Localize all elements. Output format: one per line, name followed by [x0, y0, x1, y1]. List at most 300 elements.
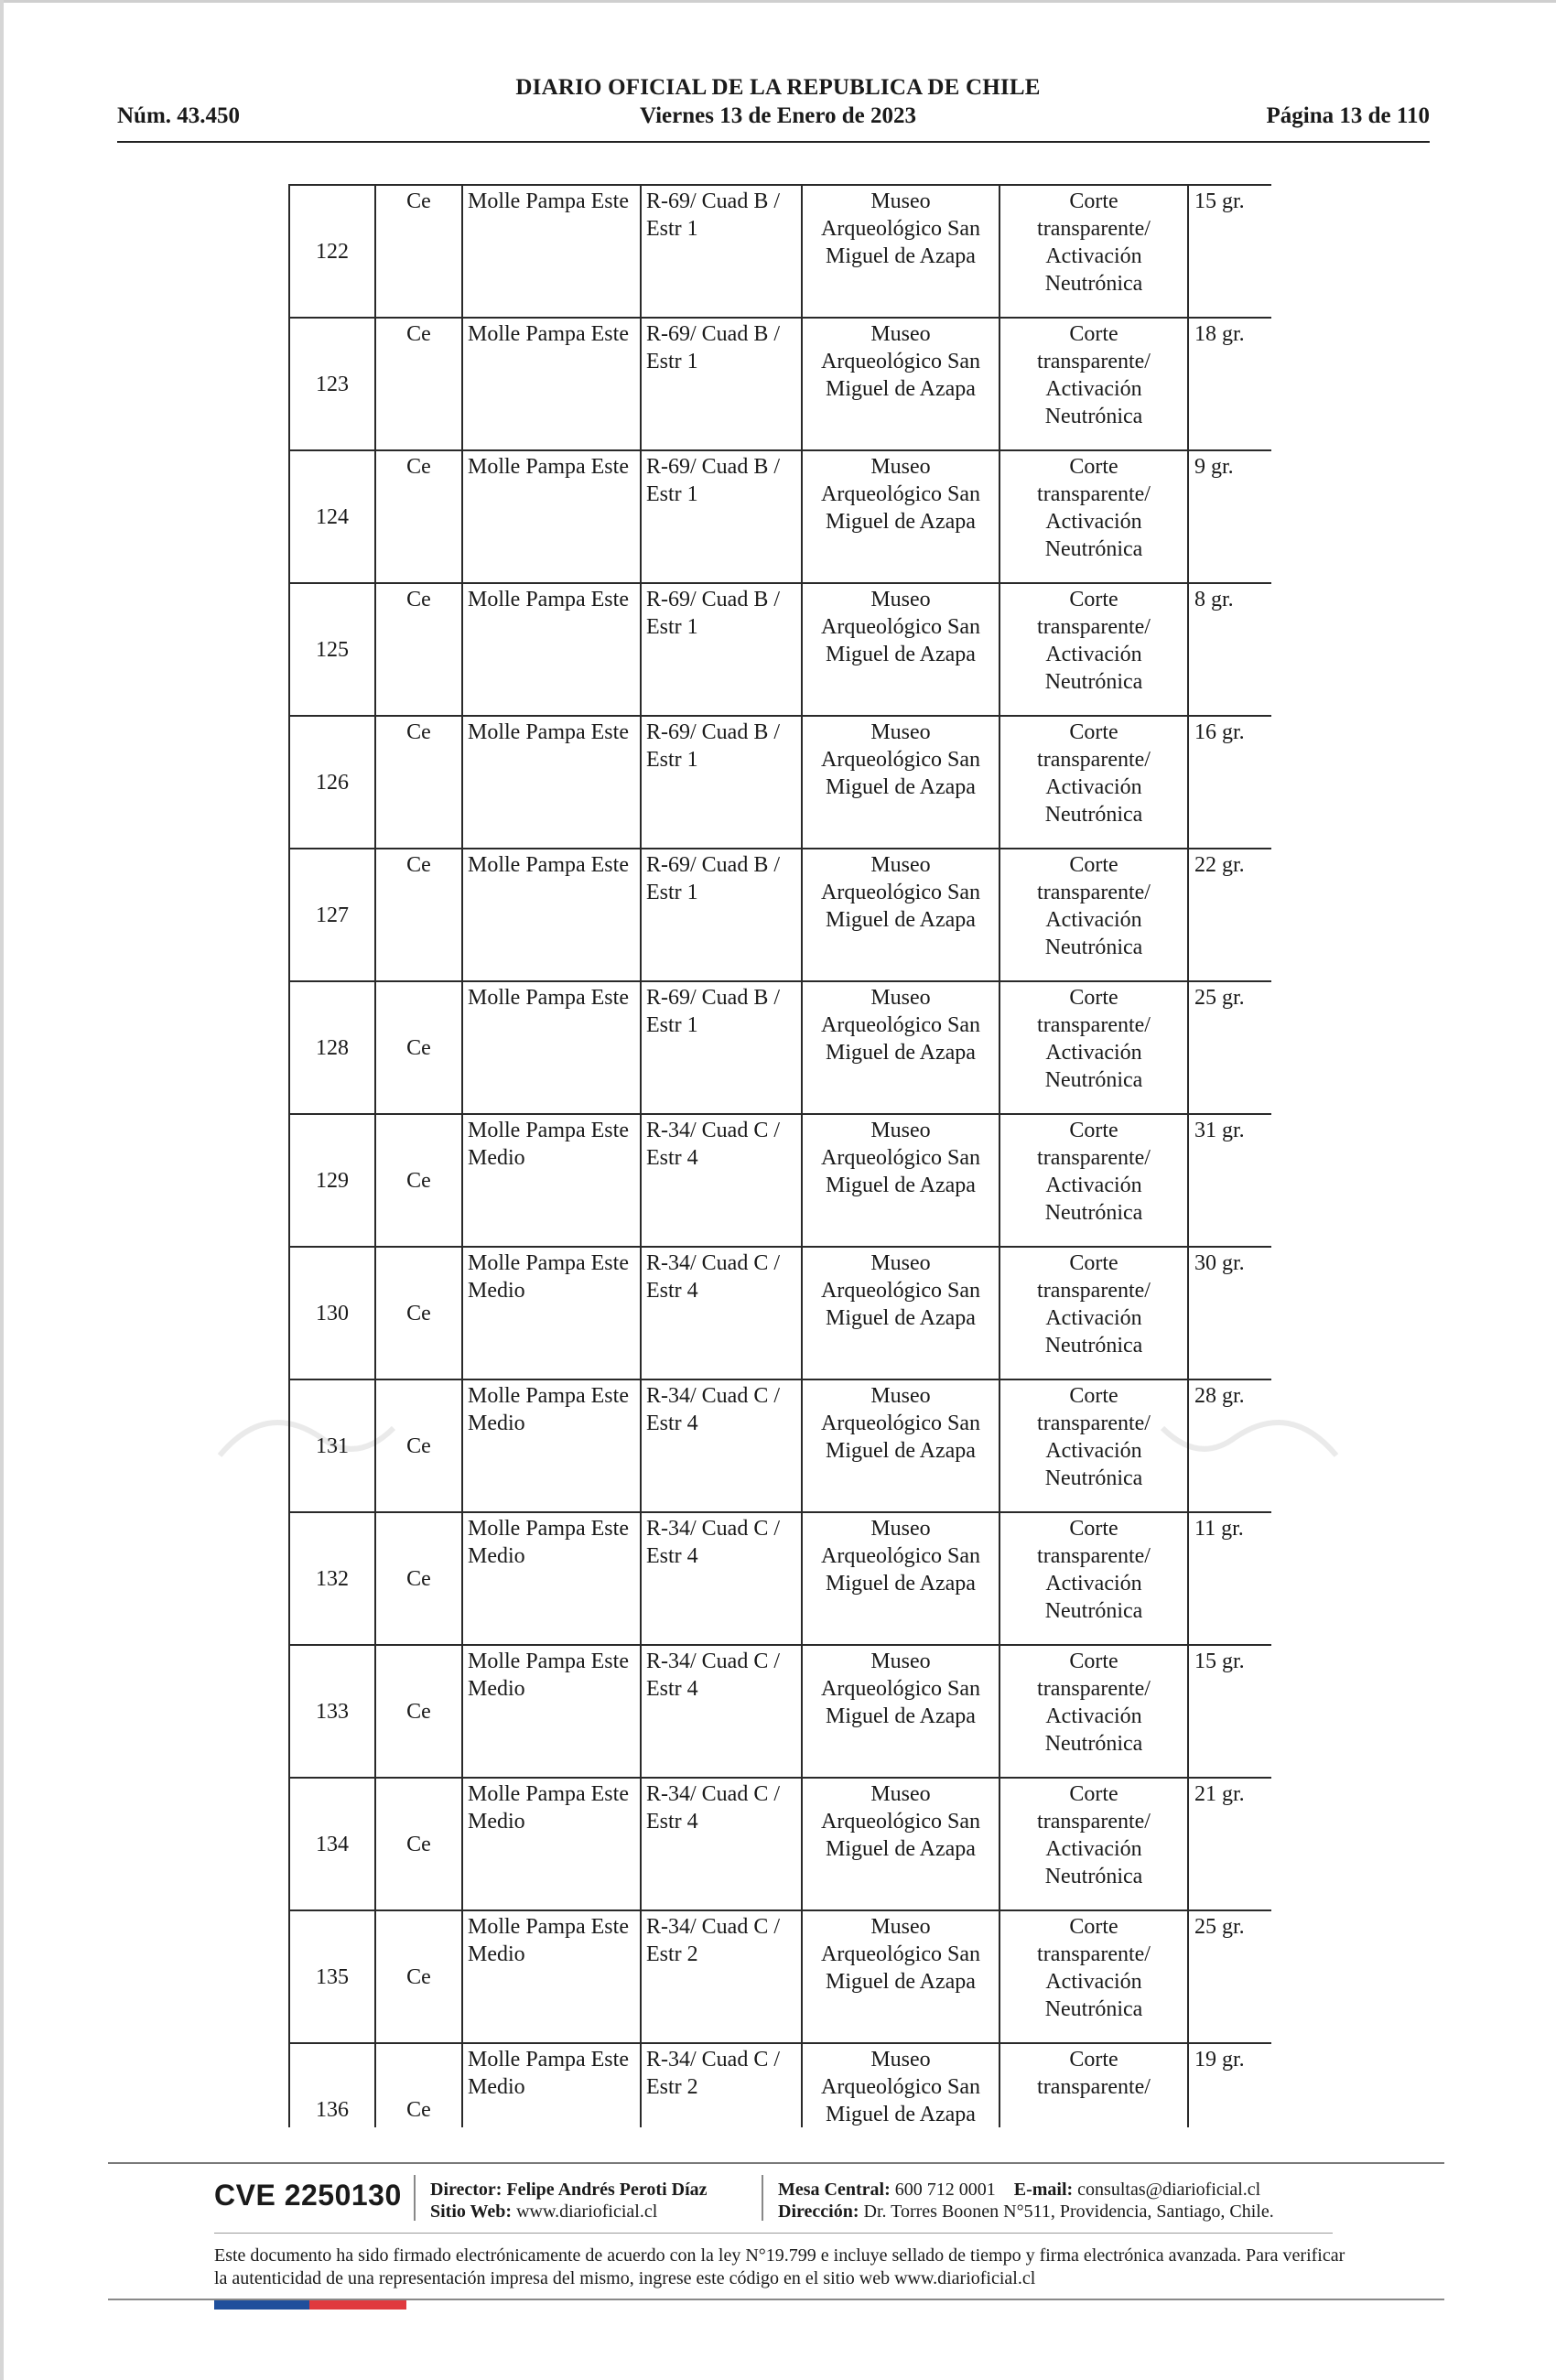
site-line: Molle Pampa Este — [468, 1119, 629, 1142]
technique-cell — [1000, 318, 1188, 450]
technique-line: Corte — [1069, 588, 1118, 611]
location-line: Estr 1 — [646, 350, 698, 373]
technique-line: transparente/ — [1037, 1810, 1151, 1834]
material-code: Ce — [406, 2097, 431, 2122]
institution-line: Museo — [870, 1782, 931, 1806]
site-line: Molle Pampa Este — [468, 1517, 629, 1541]
site-line: Medio — [468, 1544, 525, 1568]
material-cell — [375, 1379, 462, 1512]
table-row — [289, 849, 1271, 981]
site-line: Molle Pampa Este — [468, 2048, 629, 2072]
location-line: R-34/ Cuad C / — [646, 1782, 781, 1806]
technique-line: Corte — [1069, 189, 1118, 213]
site-cell — [462, 1910, 641, 2043]
weight-cell — [1188, 1645, 1271, 1778]
location-line: Estr 1 — [646, 748, 698, 772]
technique-line: Neutrónica — [1044, 1865, 1143, 1888]
technique-line: Corte — [1069, 1384, 1118, 1408]
row-number-cell — [289, 1645, 375, 1778]
technique-cell — [1000, 1114, 1188, 1247]
row-number: 132 — [316, 1566, 349, 1591]
location-line: Estr 2 — [646, 2075, 698, 2099]
weight-cell — [1188, 1379, 1271, 1512]
institution-line: Arqueológico San — [821, 1677, 980, 1701]
material-cell — [375, 1778, 462, 1910]
weight-value: 9 gr. — [1194, 455, 1234, 479]
row-number: 133 — [316, 1699, 349, 1724]
site-line: Molle Pampa Este — [468, 986, 629, 1010]
row-number-cell — [289, 185, 375, 318]
site-line: Medio — [468, 1942, 525, 1966]
material-code: Ce — [406, 853, 431, 877]
material-code: Ce — [406, 455, 431, 479]
location-cell — [641, 1645, 802, 1778]
location-line: Estr 4 — [646, 1279, 698, 1303]
institution-line: Museo — [870, 1119, 931, 1142]
technique-line: Neutrónica — [1044, 1068, 1143, 1092]
technique-line: Activación — [1045, 377, 1142, 401]
row-number: 122 — [316, 239, 349, 264]
website-link[interactable]: www.diarioficial.cl — [516, 2202, 658, 2222]
material-cell — [375, 1512, 462, 1645]
director-line — [430, 2179, 708, 2201]
weight-value: 15 gr. — [1194, 189, 1245, 213]
site-cell — [462, 981, 641, 1114]
location-line: R-34/ Cuad C / — [646, 1384, 781, 1408]
table-row — [289, 185, 1271, 318]
row-number-cell — [289, 1247, 375, 1379]
footer-inner-divider — [214, 2233, 1333, 2234]
technique-line: Neutrónica — [1044, 1466, 1143, 1490]
technique-line: Neutrónica — [1044, 1732, 1143, 1756]
institution-cell — [802, 1645, 1000, 1778]
technique-line: transparente/ — [1037, 1677, 1151, 1701]
weight-value: 18 gr. — [1194, 322, 1245, 346]
technique-line: transparente/ — [1037, 1412, 1151, 1435]
site-cell — [462, 1645, 641, 1778]
table-row — [289, 716, 1271, 849]
technique-line: Activación — [1045, 244, 1142, 268]
material-code: Ce — [406, 1832, 431, 1856]
row-number: 124 — [316, 504, 349, 529]
institution-cell — [802, 318, 1000, 450]
location-cell — [641, 849, 802, 981]
row-number-cell — [289, 1778, 375, 1910]
institution-line: Miguel de Azapa — [826, 510, 976, 534]
technique-cell — [1000, 1379, 1188, 1512]
institution-line: Museo — [870, 986, 931, 1010]
location-line: Estr 1 — [646, 881, 698, 904]
technique-line: transparente/ — [1037, 482, 1151, 506]
technique-line: Activación — [1045, 908, 1142, 932]
institution-line: Miguel de Azapa — [826, 1704, 976, 1728]
technique-line: transparente/ — [1037, 2075, 1151, 2099]
institution-line: Arqueológico San — [821, 1412, 980, 1435]
institution-line: Arqueológico San — [821, 615, 980, 639]
weight-value: 19 gr. — [1194, 2048, 1245, 2072]
director-value: Felipe Andrés Peroti Díaz — [506, 2180, 708, 2200]
weight-cell — [1188, 1512, 1271, 1645]
material-cell — [375, 1645, 462, 1778]
institution-line: Miguel de Azapa — [826, 1970, 976, 1994]
institution-cell — [802, 2043, 1000, 2127]
location-line: R-34/ Cuad C / — [646, 1915, 781, 1939]
site-line — [468, 481, 640, 508]
technique-line: Corte — [1069, 1517, 1118, 1541]
weight-cell — [1188, 981, 1271, 1114]
weight-value: 25 gr. — [1194, 1915, 1245, 1939]
institution-line: Museo — [870, 588, 931, 611]
technique-line: Activación — [1045, 1704, 1142, 1728]
technique-line: Corte — [1069, 2048, 1118, 2072]
technique-line: Neutrónica — [1044, 1201, 1143, 1225]
site-line: Molle Pampa Este — [468, 1251, 629, 1275]
site-cell — [462, 1247, 641, 1379]
row-number-cell — [289, 1512, 375, 1645]
weight-value: 30 gr. — [1194, 1251, 1245, 1275]
site-cell — [462, 450, 641, 583]
weight-value: 8 gr. — [1194, 588, 1234, 611]
location-cell — [641, 1247, 802, 1379]
table-row — [289, 583, 1271, 716]
technique-line: Corte — [1069, 720, 1118, 744]
location-cell — [641, 1379, 802, 1512]
footer-separator — [414, 2175, 416, 2221]
technique-line: transparente/ — [1037, 350, 1151, 373]
institution-cell — [802, 1778, 1000, 1910]
institution-cell — [802, 1379, 1000, 1512]
row-number-cell — [289, 1114, 375, 1247]
location-cell — [641, 1512, 802, 1645]
institution-line: Arqueológico San — [821, 217, 980, 241]
site-line: Medio — [468, 1146, 525, 1170]
table-row — [289, 1645, 1271, 1778]
site-line — [468, 1012, 640, 1039]
address-label: Dirección: — [778, 2202, 859, 2222]
institution-line: Miguel de Azapa — [826, 1174, 976, 1197]
site-cell — [462, 849, 641, 981]
institution-line: Museo — [870, 1384, 931, 1408]
site-cell — [462, 1512, 641, 1645]
technique-line: Neutrónica — [1044, 1334, 1143, 1358]
institution-line: Arqueológico San — [821, 350, 980, 373]
technique-line: Activación — [1045, 1041, 1142, 1065]
institution-line: Arqueológico San — [821, 1146, 980, 1170]
technique-line: Neutrónica — [1044, 1599, 1143, 1623]
technique-line: Corte — [1069, 322, 1118, 346]
weight-value: 21 gr. — [1194, 1782, 1245, 1806]
institution-cell — [802, 1114, 1000, 1247]
weight-value: 31 gr. — [1194, 1119, 1245, 1142]
technique-cell — [1000, 716, 1188, 849]
row-number: 129 — [316, 1168, 349, 1193]
institution-line: Miguel de Azapa — [826, 2103, 976, 2126]
contact-line — [778, 2179, 1260, 2201]
row-number: 136 — [316, 2097, 349, 2122]
location-cell — [641, 318, 802, 450]
weight-cell — [1188, 1114, 1271, 1247]
institution-line: Museo — [870, 455, 931, 479]
technique-line: Activación — [1045, 1174, 1142, 1197]
technique-line: transparente/ — [1037, 1146, 1151, 1170]
location-line: R-69/ Cuad B / — [646, 720, 781, 744]
material-cell — [375, 450, 462, 583]
issue-number: Núm. 43.450 — [117, 103, 241, 128]
material-cell — [375, 1114, 462, 1247]
site-line: Medio — [468, 1412, 525, 1435]
technique-line: Neutrónica — [1044, 405, 1143, 428]
site-cell — [462, 1778, 641, 1910]
flag-stripe-blue — [214, 2300, 309, 2310]
header-divider — [117, 141, 1430, 143]
institution-line: Arqueológico San — [821, 1013, 980, 1037]
technique-line: Activación — [1045, 1572, 1142, 1596]
location-cell — [641, 1910, 802, 2043]
location-cell — [641, 1114, 802, 1247]
row-number: 123 — [316, 372, 349, 396]
weight-cell — [1188, 583, 1271, 716]
institution-line: Miguel de Azapa — [826, 244, 976, 268]
weight-value: 15 gr. — [1194, 1650, 1245, 1673]
technique-line: Corte — [1069, 1915, 1118, 1939]
technique-line: Neutrónica — [1044, 1997, 1143, 2021]
location-line: R-34/ Cuad C / — [646, 1517, 781, 1541]
institution-line: Museo — [870, 853, 931, 877]
row-number-cell — [289, 1910, 375, 2043]
row-number-cell — [289, 716, 375, 849]
weight-cell — [1188, 318, 1271, 450]
table-row — [289, 2043, 1271, 2127]
table-row — [289, 1910, 1271, 2043]
director-label: Director: — [430, 2180, 502, 2200]
row-number: 126 — [316, 770, 349, 795]
site-line: Molle Pampa Este — [468, 720, 629, 744]
technique-cell — [1000, 450, 1188, 583]
address-line — [778, 2201, 1274, 2223]
website-line — [430, 2201, 657, 2223]
technique-line: Corte — [1069, 455, 1118, 479]
weight-cell — [1188, 185, 1271, 318]
table-row — [289, 981, 1271, 1114]
location-line: Estr 4 — [646, 1810, 698, 1834]
row-number-cell — [289, 450, 375, 583]
location-cell — [641, 450, 802, 583]
material-cell — [375, 318, 462, 450]
weight-cell — [1188, 1778, 1271, 1910]
institution-cell — [802, 185, 1000, 318]
technique-cell — [1000, 1645, 1188, 1778]
row-number: 130 — [316, 1301, 349, 1325]
technique-line: Activación — [1045, 1439, 1142, 1463]
location-line: R-34/ Cuad C / — [646, 1119, 781, 1142]
material-cell — [375, 716, 462, 849]
row-number: 128 — [316, 1035, 349, 1060]
row-number-cell — [289, 318, 375, 450]
footer-top-divider — [108, 2162, 1444, 2164]
material-cell — [375, 185, 462, 318]
institution-line: Arqueológico San — [821, 1810, 980, 1834]
technique-line: Corte — [1069, 986, 1118, 1010]
website-label: Sitio Web: — [430, 2202, 513, 2222]
site-line: Medio — [468, 2075, 525, 2099]
weight-cell — [1188, 1910, 1271, 2043]
location-line: R-69/ Cuad B / — [646, 322, 781, 346]
location-cell — [641, 716, 802, 849]
technique-line: Activación — [1045, 775, 1142, 799]
row-number-cell — [289, 583, 375, 716]
table-row — [289, 1778, 1271, 1910]
institution-line: Museo — [870, 1251, 931, 1275]
institution-line: Miguel de Azapa — [826, 1572, 976, 1596]
artifact-table — [288, 184, 1271, 2127]
technique-line: Neutrónica — [1044, 670, 1143, 694]
institution-line: Miguel de Azapa — [826, 1439, 976, 1463]
technique-line: transparente/ — [1037, 1013, 1151, 1037]
material-cell — [375, 849, 462, 981]
site-cell — [462, 1114, 641, 1247]
technique-line: Neutrónica — [1044, 272, 1143, 296]
newspaper-title: DIARIO OFICIAL DE LA REPUBLICA DE CHILE — [515, 75, 1041, 100]
table-row — [289, 1247, 1271, 1379]
location-line: Estr 1 — [646, 615, 698, 639]
page-left-edge — [0, 0, 4, 2380]
location-line: R-34/ Cuad C / — [646, 2048, 781, 2072]
material-code: Ce — [406, 1699, 431, 1724]
site-line — [468, 348, 640, 375]
site-line: Molle Pampa Este — [468, 1384, 629, 1408]
location-cell — [641, 981, 802, 1114]
technique-cell — [1000, 1910, 1188, 2043]
weight-cell — [1188, 450, 1271, 583]
location-line: R-34/ Cuad C / — [646, 1251, 781, 1275]
technique-line: Activación — [1045, 1970, 1142, 1994]
institution-line: Museo — [870, 322, 931, 346]
institution-line: Museo — [870, 1517, 931, 1541]
institution-line: Arqueológico San — [821, 1942, 980, 1966]
material-code: Ce — [406, 1168, 431, 1193]
institution-line: Arqueológico San — [821, 1279, 980, 1303]
table-row — [289, 1114, 1271, 1247]
technique-line: Corte — [1069, 853, 1118, 877]
row-number-cell — [289, 849, 375, 981]
institution-line: Miguel de Azapa — [826, 908, 976, 932]
material-code: Ce — [406, 189, 431, 213]
location-line: Estr 4 — [646, 1146, 698, 1170]
technique-line: Activación — [1045, 1306, 1142, 1330]
weight-cell — [1188, 2043, 1271, 2127]
technique-cell — [1000, 2043, 1188, 2127]
site-line: Molle Pampa Este — [468, 1782, 629, 1806]
location-line: R-69/ Cuad B / — [646, 986, 781, 1010]
table-row — [289, 318, 1271, 450]
technique-line: Corte — [1069, 1782, 1118, 1806]
technique-line: Corte — [1069, 1251, 1118, 1275]
location-line: R-69/ Cuad B / — [646, 189, 781, 213]
location-cell — [641, 583, 802, 716]
institution-cell — [802, 716, 1000, 849]
site-line: Molle Pampa Este — [468, 322, 629, 346]
technique-line: Activación — [1045, 1837, 1142, 1861]
technique-line: Neutrónica — [1044, 936, 1143, 959]
technique-line: Activación — [1045, 643, 1142, 666]
legal-notice: Este documento ha sido firmado electrónicamente de acuerdo con la ley N°19.799 e incluye sellado de tiempo y firma electrónica avanzada. Para verificar la autenticidad de una representación impresa del mismo, ingrese este código en el sitio web www.diarioficial.cl — [214, 2245, 1345, 2288]
weight-value: 25 gr. — [1194, 986, 1245, 1010]
location-cell — [641, 2043, 802, 2127]
technique-cell — [1000, 1778, 1188, 1910]
institution-line: Museo — [870, 1915, 931, 1939]
site-line: Molle Pampa Este — [468, 1650, 629, 1673]
footer-separator — [762, 2175, 763, 2221]
material-code: Ce — [406, 588, 431, 611]
technique-cell — [1000, 583, 1188, 716]
location-line: R-69/ Cuad B / — [646, 455, 781, 479]
table-row — [289, 1379, 1271, 1512]
site-line: Molle Pampa Este — [468, 1915, 629, 1939]
technique-line: transparente/ — [1037, 1279, 1151, 1303]
row-number-cell — [289, 1379, 375, 1512]
weight-cell — [1188, 849, 1271, 981]
site-cell — [462, 318, 641, 450]
technique-cell — [1000, 849, 1188, 981]
technique-line: transparente/ — [1037, 881, 1151, 904]
site-line: Molle Pampa Este — [468, 455, 629, 479]
institution-cell — [802, 1247, 1000, 1379]
site-line: Molle Pampa Este — [468, 588, 629, 611]
material-code: Ce — [406, 720, 431, 744]
technique-line: transparente/ — [1037, 217, 1151, 241]
technique-line: Corte — [1069, 1119, 1118, 1142]
location-line: Estr 2 — [646, 1942, 698, 1966]
institution-line: Miguel de Azapa — [826, 1837, 976, 1861]
technique-line: transparente/ — [1037, 1544, 1151, 1568]
location-line: Estr 4 — [646, 1677, 698, 1701]
institution-cell — [802, 1512, 1000, 1645]
site-cell — [462, 1379, 641, 1512]
flag-stripe-red — [309, 2300, 406, 2310]
institution-line: Miguel de Azapa — [826, 643, 976, 666]
email-link[interactable]: consultas@diarioficial.cl — [1077, 2180, 1261, 2200]
weight-value: 11 gr. — [1194, 1517, 1244, 1541]
material-cell — [375, 981, 462, 1114]
site-line — [468, 613, 640, 641]
technique-line: transparente/ — [1037, 615, 1151, 639]
row-number: 134 — [316, 1832, 349, 1856]
location-cell — [641, 185, 802, 318]
site-cell — [462, 185, 641, 318]
technique-cell — [1000, 1512, 1188, 1645]
material-code: Ce — [406, 1964, 431, 1989]
weight-cell — [1188, 1247, 1271, 1379]
site-line: Molle Pampa Este — [468, 853, 629, 877]
location-line: Estr 1 — [646, 1013, 698, 1037]
site-cell — [462, 583, 641, 716]
institution-line: Arqueológico San — [821, 482, 980, 506]
row-number: 127 — [316, 903, 349, 927]
institution-cell — [802, 450, 1000, 583]
site-cell — [462, 716, 641, 849]
row-number-cell — [289, 981, 375, 1114]
row-number: 135 — [316, 1964, 349, 1989]
table-row — [289, 1512, 1271, 1645]
material-cell — [375, 583, 462, 716]
location-line: R-69/ Cuad B / — [646, 588, 781, 611]
page-top-edge — [0, 0, 1556, 3]
site-line — [468, 746, 640, 774]
institution-line: Museo — [870, 2048, 931, 2072]
weight-cell — [1188, 716, 1271, 849]
row-number: 131 — [316, 1433, 349, 1458]
technique-line: Activación — [1045, 510, 1142, 534]
